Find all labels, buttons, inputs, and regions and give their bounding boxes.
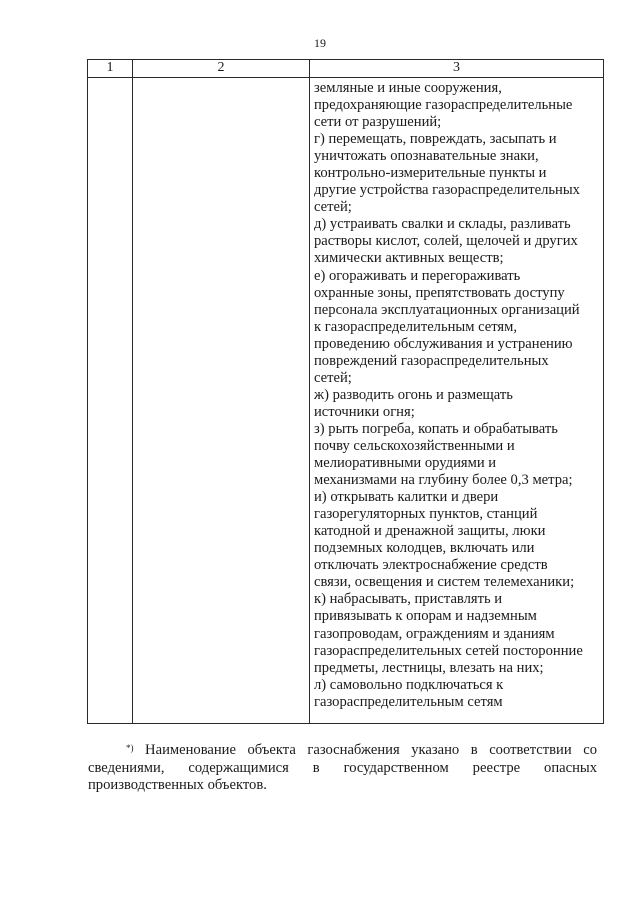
- text-line: повреждений газораспределительных: [314, 352, 549, 369]
- table-row: [88, 78, 604, 724]
- text-line: предохраняющие газораспределительные: [314, 97, 573, 114]
- footnote-marker: *): [126, 743, 134, 753]
- column-header-3: 3: [310, 60, 604, 78]
- text-line: к газораспределительным сетям,: [314, 318, 518, 335]
- footnote-line-2: сведениями, содержащимися в государственном реестре опасных: [88, 759, 597, 776]
- text-line: проведению обслуживания и устранению: [314, 335, 573, 352]
- text-line: химически активных веществ;: [314, 250, 504, 267]
- cell-col1: [88, 78, 133, 724]
- footnote: [88, 742, 597, 795]
- page-number: 19: [314, 36, 326, 50]
- column-header-2: 2: [133, 60, 310, 78]
- text-line: персонала эксплуатационных организаций: [314, 301, 580, 318]
- text-line: привязывать к опорам и надземным: [314, 608, 537, 625]
- text-line: механизмами на глубину более 0,3 метра;: [314, 472, 573, 489]
- text-line: почву сельскохозяйственными и: [314, 437, 515, 454]
- text-line: газопроводам, ограждениям и зданиям: [314, 625, 555, 642]
- text-line: растворы кислот, солей, щелочей и других: [314, 233, 578, 250]
- table-header-row: [88, 60, 604, 78]
- text-line: связи, освещения и систем телемеханики;: [314, 574, 575, 591]
- text-line: катодной и дренажной защиты, люки: [314, 523, 546, 540]
- text-line: сети от разрушений;: [314, 114, 442, 131]
- text-line: газораспределительных сетей посторонние: [314, 642, 583, 659]
- text-line: сетей;: [314, 369, 352, 386]
- text-line: отключать электроснабжение средств: [314, 557, 548, 574]
- text-line: е) огораживать и перегораживать: [314, 267, 521, 284]
- text-line: л) самовольно подключаться к: [314, 676, 504, 693]
- text-line: з) рыть погреба, копать и обрабатывать: [314, 420, 558, 437]
- text-line: земляные и иные сооружения,: [314, 80, 502, 96]
- prohibitions-list: [310, 78, 603, 711]
- text-line: другие устройства газораспределительных: [314, 182, 580, 199]
- text-line: д) устраивать свалки и склады, разливать: [314, 216, 571, 233]
- document-table: [87, 59, 604, 724]
- text-line: газораспределительным сетям: [314, 693, 503, 710]
- column-header-1: 1: [88, 60, 133, 78]
- text-line: уничтожать опознавательные знаки,: [314, 148, 539, 165]
- text-line: газорегуляторных пунктов, станций: [314, 506, 538, 523]
- text-line: и) открывать калитки и двери: [314, 489, 499, 506]
- footnote-line-1: [88, 742, 597, 760]
- text-line: мелиоративными орудиями и: [314, 455, 497, 472]
- footnote-line-3: производственных объектов.: [88, 777, 267, 793]
- footnote-text-1: Наименование объекта газоснабжения указано в соответствии со: [145, 742, 597, 758]
- text-line: источники огня;: [314, 403, 415, 420]
- cell-col3: [310, 78, 604, 724]
- cell-col2: [133, 78, 310, 724]
- text-line: подземных колодцев, включать или: [314, 540, 535, 557]
- text-line: охранные зоны, препятствовать доступу: [314, 284, 565, 301]
- text-line: г) перемещать, повреждать, засыпать и: [314, 131, 557, 148]
- text-line: предметы, лестницы, влезать на них;: [314, 659, 544, 676]
- text-line: контрольно-измерительные пункты и: [314, 165, 547, 182]
- text-line: сетей;: [314, 199, 352, 216]
- text-line: ж) разводить огонь и размещать: [314, 386, 513, 403]
- text-line: к) набрасывать, приставлять и: [314, 591, 503, 608]
